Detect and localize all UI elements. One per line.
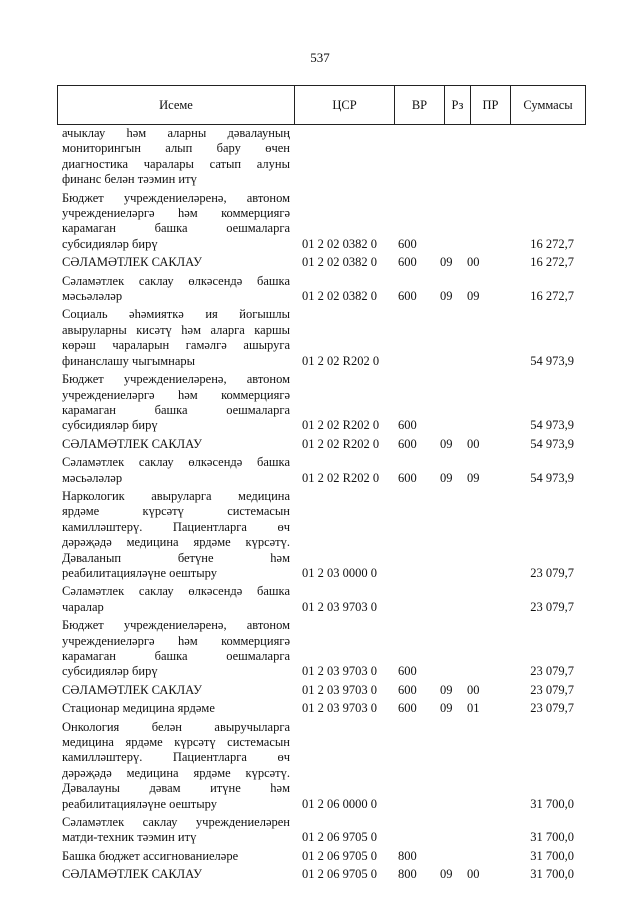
- row-pr: 09: [467, 289, 480, 304]
- row-csr: 01 2 03 9703 0: [302, 701, 377, 716]
- table-row: [0, 701, 640, 716]
- row-sum: 31 700,0: [530, 848, 574, 863]
- row-name-line: көрәш чараларын гамәлгә ашыруга: [62, 338, 290, 353]
- row-sum: 31 700,0: [530, 796, 574, 811]
- table-row: [0, 455, 640, 486]
- row-csr: 01 2 06 9705 0: [302, 867, 377, 882]
- row-name-line: Социаль әһәмияткә ия йогышлы: [62, 307, 290, 322]
- row-vr: 600: [398, 418, 417, 433]
- row-csr: 01 2 06 9705 0: [302, 848, 377, 863]
- row-gap: [0, 883, 640, 886]
- row-csr: 01 2 03 9703 0: [302, 664, 377, 679]
- row-name-line: медицина ярдәме күрсәтү системасын: [62, 735, 290, 750]
- row-csr: 01 2 03 9703 0: [302, 682, 377, 697]
- row-name-line: Сәламәтлек саклау өлкәсендә башка: [62, 455, 290, 470]
- row-pr: 00: [467, 436, 480, 451]
- row-name-line: финанслашу чыгымнары: [62, 353, 196, 368]
- row-name: [62, 307, 290, 369]
- row-rz: 09: [440, 289, 453, 304]
- header-name: Исеме: [58, 86, 295, 124]
- table-row: [0, 618, 640, 680]
- row-sum: 54 973,9: [530, 418, 574, 433]
- row-sum: 31 700,0: [530, 830, 574, 845]
- row-vr: 600: [398, 701, 417, 716]
- row-name-line: ярдәме күрсәтү системасын: [62, 504, 290, 519]
- row-name-line: Бюджет учреждениеләренә, автоном: [62, 190, 290, 205]
- table-row: [0, 255, 640, 270]
- row-name-line: Онкология белән авыручыларга: [62, 719, 290, 734]
- row-pr: 00: [467, 255, 480, 270]
- table-row: [0, 437, 640, 452]
- row-name-line: Сәламәтлек саклау өлкәсендә башка: [62, 584, 290, 599]
- row-name-line: карамаган башка оешмаларга: [62, 649, 290, 663]
- row-csr: 01 2 02 0382 0: [302, 289, 377, 304]
- row-pr: 00: [467, 867, 480, 882]
- row-name-line: СӘЛАМӘТЛЕК САКЛАУ: [62, 436, 202, 451]
- table-row: [0, 683, 640, 698]
- row-name-line: учреждениеләргә һәм коммерциягә: [62, 206, 290, 221]
- row-name: [62, 372, 290, 434]
- table-row: [0, 849, 640, 864]
- row-csr: 01 2 06 9705 0: [302, 830, 377, 845]
- row-vr: 600: [398, 682, 417, 697]
- row-sum: 54 973,9: [530, 353, 574, 368]
- row-rz: 09: [440, 470, 453, 485]
- row-name-line: субсидияләр бирү: [62, 418, 158, 433]
- row-name-line: авыруларны кисәтү һәм аларга каршы: [62, 322, 290, 337]
- table-row: [0, 489, 640, 581]
- row-name-line: учреждениеләргә һәм коммерциягә: [62, 387, 290, 402]
- row-name-line: СӘЛАМӘТЛЕК САКЛАУ: [62, 682, 202, 697]
- row-vr: 800: [398, 848, 417, 863]
- row-sum: 23 079,7: [530, 599, 574, 614]
- table-row: [0, 372, 640, 434]
- page-number: 537: [310, 50, 330, 65]
- row-vr: 600: [398, 470, 417, 485]
- table-body: [0, 126, 640, 886]
- table-row: [0, 307, 640, 369]
- row-name-line: матди-техник тәэмин итү: [62, 830, 197, 845]
- row-vr: 600: [398, 289, 417, 304]
- row-name-line: субсидияләр бирү: [62, 664, 158, 679]
- row-name: [62, 867, 290, 882]
- row-sum: 23 079,7: [530, 565, 574, 580]
- row-name-line: мәсьәләләр: [62, 289, 123, 304]
- row-name-line: учреждениеләргә һәм коммерциягә: [62, 633, 290, 648]
- header-sum: Суммасы: [523, 98, 573, 112]
- row-vr: 800: [398, 867, 417, 882]
- row-name-line: субсидияләр бирү: [62, 236, 158, 251]
- table-row: [0, 584, 640, 615]
- row-rz: 09: [440, 682, 453, 697]
- row-csr: 01 2 03 0000 0: [302, 565, 377, 580]
- row-name: [62, 720, 290, 812]
- row-csr: 01 2 02 R202 0: [302, 470, 380, 485]
- row-name-line: мониторингын алып бару өчен: [62, 141, 290, 156]
- row-name: [62, 437, 290, 452]
- table-row: [0, 720, 640, 812]
- row-name: [62, 255, 290, 270]
- row-name-line: реабилитацияләүне оештыру: [62, 565, 217, 580]
- table-row: [0, 815, 640, 846]
- row-name: [62, 701, 290, 716]
- row-name: [62, 455, 290, 486]
- row-name-line: Наркологик авыруларга медицина: [62, 488, 290, 503]
- row-name-line: камилләштерү. Пациентларга өч: [62, 519, 290, 534]
- row-name-line: ачыклау һәм аларны дәвалауның: [62, 126, 290, 140]
- row-vr: 600: [398, 664, 417, 679]
- row-name-line: Стационар медицина ярдәме: [62, 701, 215, 716]
- row-csr: 01 2 02 0382 0: [302, 255, 377, 270]
- row-name: [62, 191, 290, 253]
- row-sum: 23 079,7: [530, 664, 574, 679]
- row-sum: 16 272,7: [530, 289, 574, 304]
- row-name: [62, 489, 290, 581]
- table-row: [0, 274, 640, 305]
- row-name: [62, 126, 290, 188]
- row-sum: 54 973,9: [530, 470, 574, 485]
- table-row: [0, 191, 640, 253]
- header-csr: ЦСР: [295, 86, 395, 124]
- row-name-line: СӘЛАМӘТЛЕК САКЛАУ: [62, 255, 202, 270]
- row-pr: 09: [467, 470, 480, 485]
- row-name-line: камилләштерү. Пациентларга өч: [62, 750, 290, 765]
- row-sum: 54 973,9: [530, 436, 574, 451]
- row-sum: 16 272,7: [530, 236, 574, 251]
- row-name: [62, 815, 290, 846]
- row-name-line: финанс белән тәэмин итү: [62, 172, 197, 187]
- row-name-line: диагностика чаралары сатып алуны: [62, 156, 290, 171]
- row-name-line: Дәвалауны дәвам итүне һәм: [62, 781, 290, 796]
- row-name-line: Башка бюджет ассигнованиеләре: [62, 848, 239, 863]
- row-csr: 01 2 02 R202 0: [302, 353, 380, 368]
- row-sum: 23 079,7: [530, 682, 574, 697]
- table-header: [57, 85, 586, 125]
- row-vr: 600: [398, 436, 417, 451]
- row-sum: 23 079,7: [530, 701, 574, 716]
- row-name-line: реабилитацияләүне оештыру: [62, 796, 217, 811]
- row-name-line: Дәваланып бетүне һәм: [62, 550, 290, 565]
- header-vr: ВР: [395, 86, 445, 124]
- row-name-line: чаралар: [62, 599, 104, 614]
- row-rz: 09: [440, 436, 453, 451]
- row-name-line: карамаган башка оешмаларга: [62, 402, 290, 417]
- table-row: [0, 867, 640, 882]
- row-csr: 01 2 02 R202 0: [302, 436, 380, 451]
- row-name-line: мәсьәләләр: [62, 470, 123, 485]
- row-pr: 00: [467, 682, 480, 697]
- row-name: [62, 584, 290, 615]
- row-name: [62, 849, 290, 864]
- header-rz: Рз: [445, 86, 471, 124]
- row-csr: 01 2 06 0000 0: [302, 796, 377, 811]
- row-sum: 16 272,7: [530, 255, 574, 270]
- row-pr: 01: [467, 701, 480, 716]
- row-rz: 09: [440, 701, 453, 716]
- row-name-line: Бюджет учреждениеләренә, автоном: [62, 372, 290, 387]
- row-name-line: Сәламәтлек саклау өлкәсендә башка: [62, 273, 290, 288]
- row-name: [62, 683, 290, 698]
- row-name-line: дәрәҗәдә медицина ярдәме күрсәтү.: [62, 765, 290, 780]
- row-sum: 31 700,0: [530, 867, 574, 882]
- row-name-line: СӘЛАМӘТЛЕК САКЛАУ: [62, 867, 202, 882]
- row-name-line: карамаган башка оешмаларга: [62, 221, 290, 236]
- row-vr: 600: [398, 236, 417, 251]
- row-csr: 01 2 02 R202 0: [302, 418, 380, 433]
- row-name: [62, 618, 290, 680]
- row-csr: 01 2 03 9703 0: [302, 599, 377, 614]
- row-name-line: дәрәҗәдә медицина ярдәме күрсәтү.: [62, 535, 290, 550]
- row-vr: 600: [398, 255, 417, 270]
- row-name-line: Бюджет учреждениеләренә, автоном: [62, 618, 290, 633]
- row-name-line: Сәламәтлек саклау учреждениеләрен: [62, 815, 290, 830]
- table-row: [0, 126, 640, 188]
- row-name: [62, 274, 290, 305]
- row-rz: 09: [440, 255, 453, 270]
- row-csr: 01 2 02 0382 0: [302, 236, 377, 251]
- header-pr: ПР: [471, 86, 511, 124]
- row-rz: 09: [440, 867, 453, 882]
